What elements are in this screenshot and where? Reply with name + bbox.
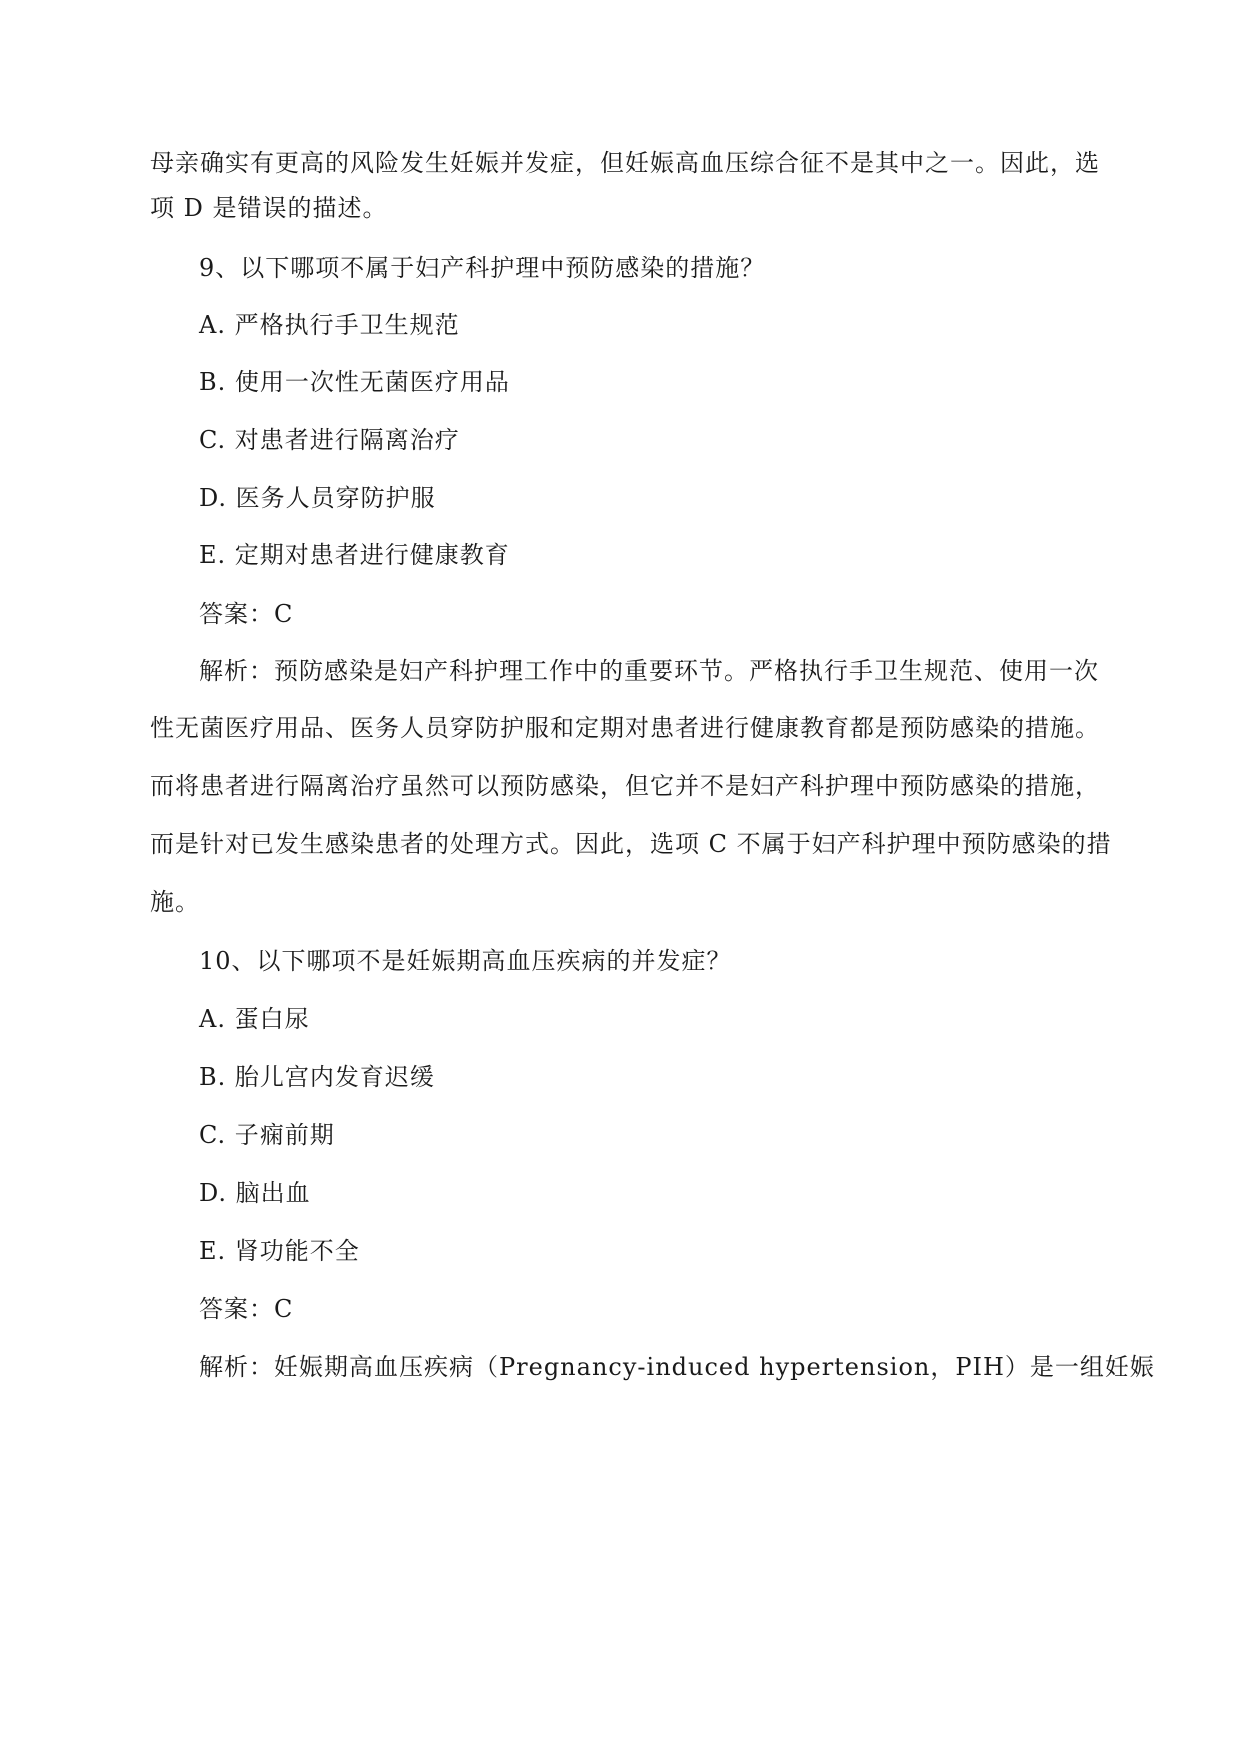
- question-10: 10、以下哪项不是妊娠期高血压疾病的并发症？: [199, 947, 732, 975]
- q9-option-d: D. 医务人员穿防护服: [199, 484, 436, 512]
- question-9: 9、以下哪项不属于妇产科护理中预防感染的措施？: [199, 254, 766, 282]
- q9-analysis-line: 性无菌医疗用品、医务人员穿防护服和定期对患者进行健康教育都是预防感染的措施。: [150, 714, 1100, 742]
- q10-option-d: D. 脑出血: [199, 1179, 311, 1207]
- q10-analysis-line: 解析：妊娠期高血压疾病（Pregnancy-induced hypertension，PIH）是一组妊娠: [199, 1353, 1155, 1381]
- q9-option-a: A. 严格执行手卫生规范: [199, 311, 460, 339]
- q9-answer: 答案：C: [199, 600, 294, 628]
- q9-analysis-line: 解析：预防感染是妇产科护理工作中的重要环节。严格执行手卫生规范、使用一次: [199, 657, 1099, 685]
- q9-analysis-line: 而将患者进行隔离治疗虽然可以预防感染，但它并不是妇产科护理中预防感染的措施，: [150, 772, 1100, 800]
- q9-option-c: C. 对患者进行隔离治疗: [199, 426, 460, 454]
- q9-analysis-line: 而是针对已发生感染患者的处理方式。因此，选项 C 不属于妇产科护理中预防感染的措: [150, 830, 1112, 858]
- q10-option-c: C. 子痫前期: [199, 1121, 335, 1149]
- q10-option-a: A. 蛋白尿: [199, 1005, 310, 1033]
- q9-option-b: B. 使用一次性无菌医疗用品: [199, 368, 510, 396]
- q9-option-e: E. 定期对患者进行健康教育: [199, 541, 510, 569]
- q9-analysis-line: 施。: [150, 888, 200, 916]
- intro-text-line: 项 D 是错误的描述。: [150, 194, 388, 222]
- q10-option-b: B. 胎儿宫内发育迟缓: [199, 1063, 435, 1091]
- q10-option-e: E. 肾功能不全: [199, 1237, 360, 1265]
- intro-text-line: 母亲确实有更高的风险发生妊娠并发症，但妊娠高血压综合征不是其中之一。因此，选: [150, 149, 1100, 177]
- q10-answer: 答案：C: [199, 1295, 294, 1323]
